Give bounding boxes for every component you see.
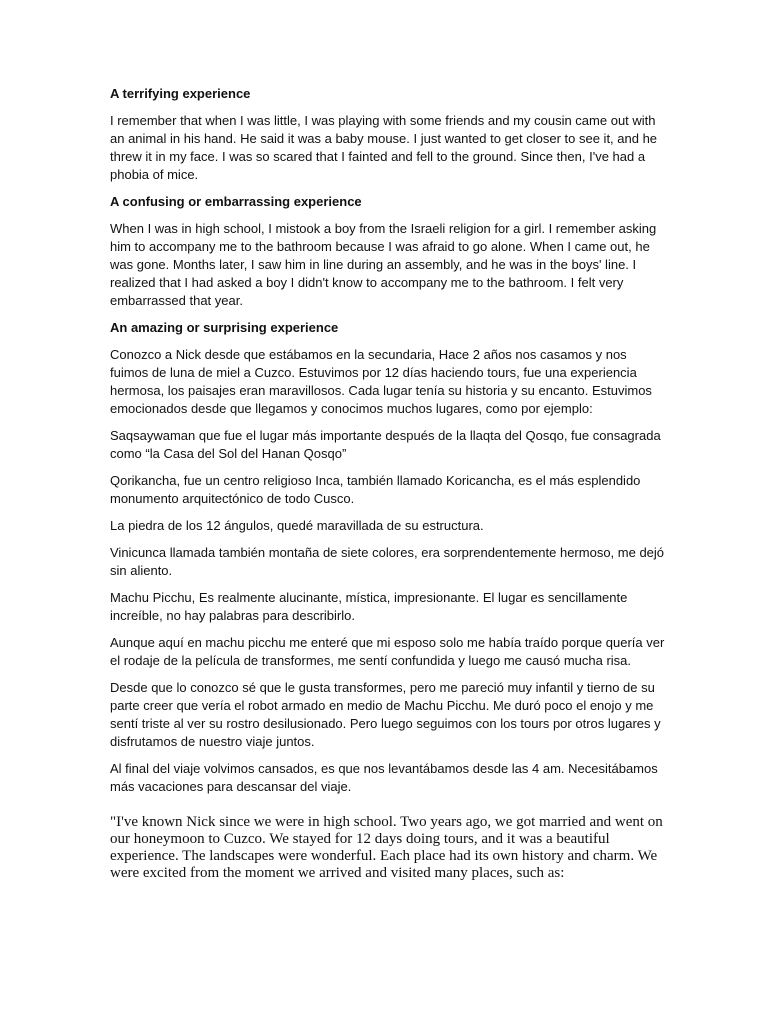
document-page xyxy=(110,85,665,891)
section-heading-embarrassing: A confusing or embarrassing experience xyxy=(110,194,362,209)
paragraph-embarrassing: When I was in high school, I mistook a boy from the Israeli religion for a girl. I remember asking him to accompany me to the bathroom because I was afraid to go alone. When I came out, he was gone. Months later, I saw him in line during an assembly, and he was in the boys' line. I realized that I had asked a boy I didn't know to accompany me to the bathroom. I felt very embarrassed that year. xyxy=(110,221,657,308)
paragraph-machu-picchu: Machu Picchu, Es realmente alucinante, mística, impresionante. El lugar es sencillamente increíble, no hay palabras para describirlo. xyxy=(110,590,628,623)
paragraph-amazing-intro: Conozco a Nick desde que estábamos en la secundaria, Hace 2 años nos casamos y nos fuimos de luna de miel a Cuzco. Estuvimos por 12 días haciendo tours, fue una experiencia hermosa, los paisajes eran maravillosos. Cada lugar tenía su historia y su encanto. Estuvimos emocionados desde que llegamos y conocimos muchos lugares, como por ejemplo: xyxy=(110,347,652,416)
paragraph-piedra: La piedra de los 12 ángulos, quedé maravillada de su estructura. xyxy=(110,518,484,533)
paragraph-final: Al final del viaje volvimos cansados, es que nos levantábamos desde las 4 am. Necesitábamos más vacaciones para descansar del viaje. xyxy=(110,761,658,794)
section-heading-amazing: An amazing or surprising experience xyxy=(110,320,339,335)
section-heading-terrifying: A terrifying experience xyxy=(110,86,251,101)
paragraph-saqsaywaman: Saqsaywaman que fue el lugar más importante después de la llaqta del Qosqo, fue consagrada como “la Casa del Sol del Hanan Qosqo” xyxy=(110,428,661,461)
paragraph-terrifying: I remember that when I was little, I was playing with some friends and my cousin came out with an animal in his hand. He said it was a baby mouse. I just wanted to get closer to see it, and he threw it in my face. I was so scared that I fainted and fell to the ground. Since then, I've had a phobia of mice. xyxy=(110,113,658,182)
paragraph-vinicunca: Vinicunca llamada también montaña de siete colores, era sorprendentemente hermoso, me dejó sin aliento. xyxy=(110,545,665,578)
paragraph-transformes: Aunque aquí en machu picchu me enteré que mi esposo solo me había traído porque quería ver el rodaje de la película de transformes, me sentí confundida y luego me causó mucha risa. xyxy=(110,635,665,668)
paragraph-qorikancha: Qorikancha, fue un centro religioso Inca, también llamado Koricancha, es el más esplendido monumento arquitectónico de todo Cusco. xyxy=(110,473,641,506)
paragraph-robot: Desde que lo conozco sé que le gusta transformes, pero me pareció muy infantil y tierno de su parte creer que vería el robot armado en medio de Machu Picchu. Me duró poco el enojo y me sentí triste al ver su rostro desilusionado. Pero luego seguimos con los tours por otros lugares y disfrutamos de nuestro viaje juntos. xyxy=(110,680,661,749)
paragraph-english-translation: "I've known Nick since we were in high school. Two years ago, we got married and went on our honeymoon to Cuzco. We stayed for 12 days doing tours, and it was a beautiful experience. The landscapes were wonderful. Each place had its own history and charm. We were excited from the moment we arrived and visited many places, such as: xyxy=(110,814,663,881)
